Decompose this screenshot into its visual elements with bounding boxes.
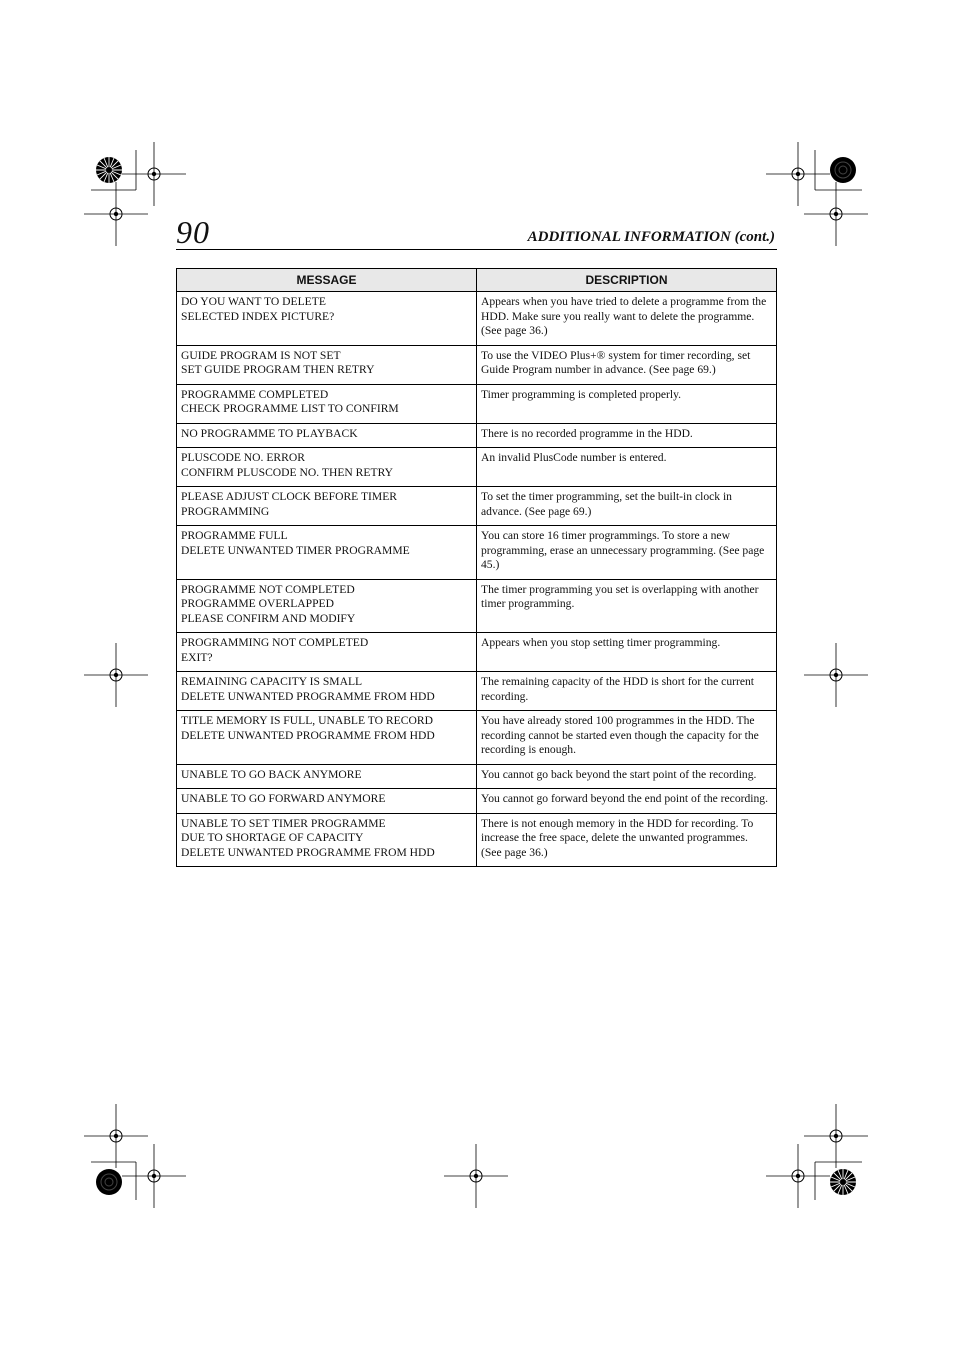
header-rule — [176, 249, 777, 250]
crosshair-mark — [84, 182, 148, 246]
description-cell: To use the VIDEO Plus+® system for timer recording, set Guide Program number in advance. (See page 69.) — [477, 345, 777, 384]
message-cell: NO PROGRAMME TO PLAYBACK — [177, 423, 477, 448]
message-cell: UNABLE TO GO FORWARD ANYMORE — [177, 789, 477, 814]
description-cell: The timer programming you set is overlapping with another timer programming. — [477, 579, 777, 633]
description-cell: There is no recorded programme in the HDD. — [477, 423, 777, 448]
table-row — [177, 711, 777, 765]
table-row — [177, 672, 777, 711]
description-cell: You can store 16 timer programmings. To store a new programming, erase an unnecessary programming. (See page 45.) — [477, 526, 777, 580]
table-row — [177, 345, 777, 384]
message-table — [176, 268, 777, 867]
description-cell: You cannot go back beyond the start point of the recording. — [477, 764, 777, 789]
table-row — [177, 448, 777, 487]
table-row — [177, 487, 777, 526]
table-row — [177, 384, 777, 423]
crosshair-mark — [766, 142, 830, 206]
message-cell: PROGRAMME NOT COMPLETED PROGRAMME OVERLAPPED PLEASE CONFIRM AND MODIFY — [177, 579, 477, 633]
message-cell: PLEASE ADJUST CLOCK BEFORE TIMER PROGRAMMING — [177, 487, 477, 526]
description-cell: Timer programming is completed properly. — [477, 384, 777, 423]
description-cell: You cannot go forward beyond the end point of the recording. — [477, 789, 777, 814]
message-cell: PROGRAMME FULL DELETE UNWANTED TIMER PROGRAMME — [177, 526, 477, 580]
description-cell: Appears when you have tried to delete a programme from the HDD. Make sure you really want to delete the programme. (See page 36.) — [477, 292, 777, 346]
table-row — [177, 813, 777, 867]
crosshair-mark — [84, 643, 148, 707]
table-row — [177, 526, 777, 580]
message-cell: REMAINING CAPACITY IS SMALL DELETE UNWANTED PROGRAMME FROM HDD — [177, 672, 477, 711]
message-cell: GUIDE PROGRAM IS NOT SET SET GUIDE PROGRAM THEN RETRY — [177, 345, 477, 384]
description-cell: To set the timer programming, set the built-in clock in advance. (See page 69.) — [477, 487, 777, 526]
description-cell: You have already stored 100 programmes in the HDD. The recording cannot be started even though the capacity for the recording is enough. — [477, 711, 777, 765]
crosshair-mark — [122, 1144, 186, 1208]
table-row — [177, 633, 777, 672]
table-row — [177, 764, 777, 789]
description-cell: There is not enough memory in the HDD for recording. To increase the free space, delete the unwanted programmes. (See page 36.) — [477, 813, 777, 867]
disc-mark — [830, 157, 856, 183]
message-cell: PROGRAMME COMPLETED CHECK PROGRAMME LIST TO CONFIRM — [177, 384, 477, 423]
crosshair-mark — [84, 1104, 148, 1168]
crosshair-mark — [122, 142, 186, 206]
table-row — [177, 789, 777, 814]
crosshair-mark — [804, 1104, 868, 1168]
starburst-mark — [96, 157, 122, 183]
message-cell: PROGRAMMING NOT COMPLETED EXIT? — [177, 633, 477, 672]
table-row — [177, 423, 777, 448]
message-cell: UNABLE TO SET TIMER PROGRAMME DUE TO SHORTAGE OF CAPACITY DELETE UNWANTED PROGRAMME FROM HDD — [177, 813, 477, 867]
message-cell: DO YOU WANT TO DELETE SELECTED INDEX PICTURE? — [177, 292, 477, 346]
crosshair-mark — [804, 182, 868, 246]
table-header-row — [177, 269, 777, 292]
description-cell: An invalid PlusCode number is entered. — [477, 448, 777, 487]
description-cell: Appears when you stop setting timer programming. — [477, 633, 777, 672]
page-number: 90 — [176, 214, 210, 250]
table-row — [177, 292, 777, 346]
description-cell: The remaining capacity of the HDD is short for the current recording. — [477, 672, 777, 711]
crosshair-mark — [444, 1144, 508, 1208]
message-column-header: MESSAGE — [177, 269, 477, 292]
table-row — [177, 579, 777, 633]
message-cell: UNABLE TO GO BACK ANYMORE — [177, 764, 477, 789]
crosshair-mark — [804, 643, 868, 707]
message-cell: PLUSCODE NO. ERROR CONFIRM PLUSCODE NO. THEN RETRY — [177, 448, 477, 487]
section-title: ADDITIONAL INFORMATION (cont.) — [527, 229, 775, 245]
starburst-mark — [830, 1169, 856, 1195]
disc-mark — [96, 1169, 122, 1195]
crosshair-mark — [766, 1144, 830, 1208]
description-column-header: DESCRIPTION — [477, 269, 777, 292]
message-cell: TITLE MEMORY IS FULL, UNABLE TO RECORD DELETE UNWANTED PROGRAMME FROM HDD — [177, 711, 477, 765]
